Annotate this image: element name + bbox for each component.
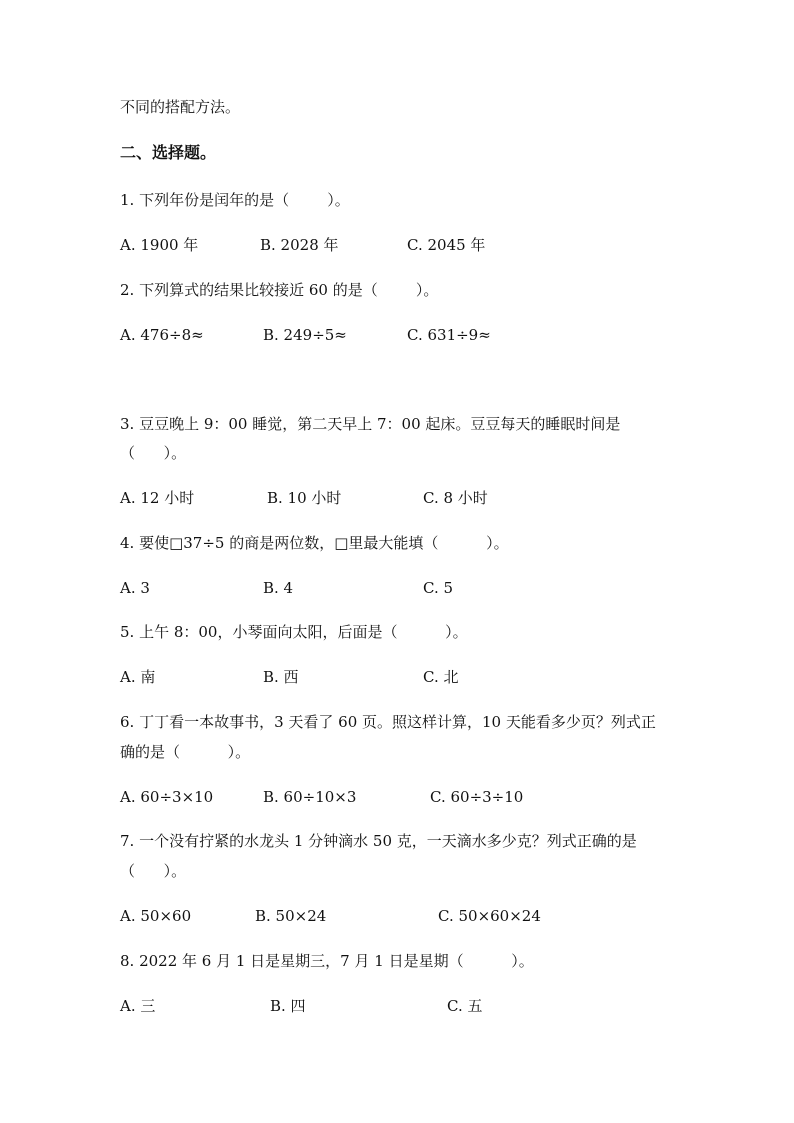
question-3-stem-line-1: 3. 豆豆晚上 9：00 睡觉，第二天早上 7：00 起床。豆豆每天的睡眠时间是: [120, 415, 621, 433]
question-8-stem: 8. 2022 年 6 月 1 日是星期三，7 月 1 日是星期（ ）。: [120, 952, 534, 970]
question-1-option-c: C. 2045 年: [407, 236, 486, 254]
question-6-option-a: A. 60÷3×10: [120, 788, 214, 806]
question-1-option-a: A. 1900 年: [120, 236, 199, 254]
question-8-option-c: C. 五: [447, 997, 483, 1015]
question-2-option-c: C. 631÷9≈: [407, 326, 491, 344]
question-8-option-a: A. 三: [120, 997, 156, 1015]
question-2-option-a: A. 476÷8≈: [120, 326, 204, 344]
question-1-stem: 1. 下列年份是闰年的是（ ）。: [120, 191, 350, 209]
question-2-stem: 2. 下列算式的结果比较接近 60 的是（ ）。: [120, 281, 439, 299]
question-7-stem-line-1: 7. 一个没有拧紧的水龙头 1 分钟滴水 50 克，一天滴水多少克？列式正确的是: [120, 832, 637, 850]
section-title: 二、选择题。: [120, 143, 217, 162]
question-4-option-c: C. 5: [423, 579, 454, 597]
question-8-option-b: B. 四: [270, 997, 306, 1015]
question-3-option-a: A. 12 小时: [120, 489, 195, 507]
intro-tail-text: 不同的搭配方法。: [120, 98, 241, 116]
question-4-stem: 4. 要使□37÷5 的商是两位数，□里最大能填（ ）。: [120, 534, 509, 552]
question-5-option-c: C. 北: [423, 668, 459, 686]
question-7-option-a: A. 50×60: [120, 907, 192, 925]
question-6-stem-line-1: 6. 丁丁看一本故事书，3 天看了 60 页。照这样计算，10 天能看多少页？列式正: [120, 713, 656, 731]
question-5-option-a: A. 南: [120, 668, 156, 686]
question-7-option-b: B. 50×24: [255, 907, 327, 925]
question-7-stem-line-2: （ ）。: [120, 862, 187, 880]
question-6-option-c: C. 60÷3÷10: [430, 788, 524, 806]
question-5-option-b: B. 西: [263, 668, 299, 686]
question-1-option-b: B. 2028 年: [260, 236, 339, 254]
question-3-stem-line-2: （ ）。: [120, 444, 187, 462]
question-4-option-b: B. 4: [263, 579, 294, 597]
question-7-option-c: C. 50×60×24: [438, 907, 541, 925]
question-3-option-b: B. 10 小时: [267, 489, 342, 507]
question-6-option-b: B. 60÷10×3: [263, 788, 357, 806]
question-5-stem: 5. 上午 8：00，小琴面向太阳，后面是（ ）。: [120, 623, 468, 641]
question-3-option-c: C. 8 小时: [423, 489, 488, 507]
question-4-option-a: A. 3: [120, 579, 150, 597]
question-2-option-b: B. 249÷5≈: [263, 326, 347, 344]
question-6-stem-line-2: 确的是（ ）。: [120, 743, 251, 761]
